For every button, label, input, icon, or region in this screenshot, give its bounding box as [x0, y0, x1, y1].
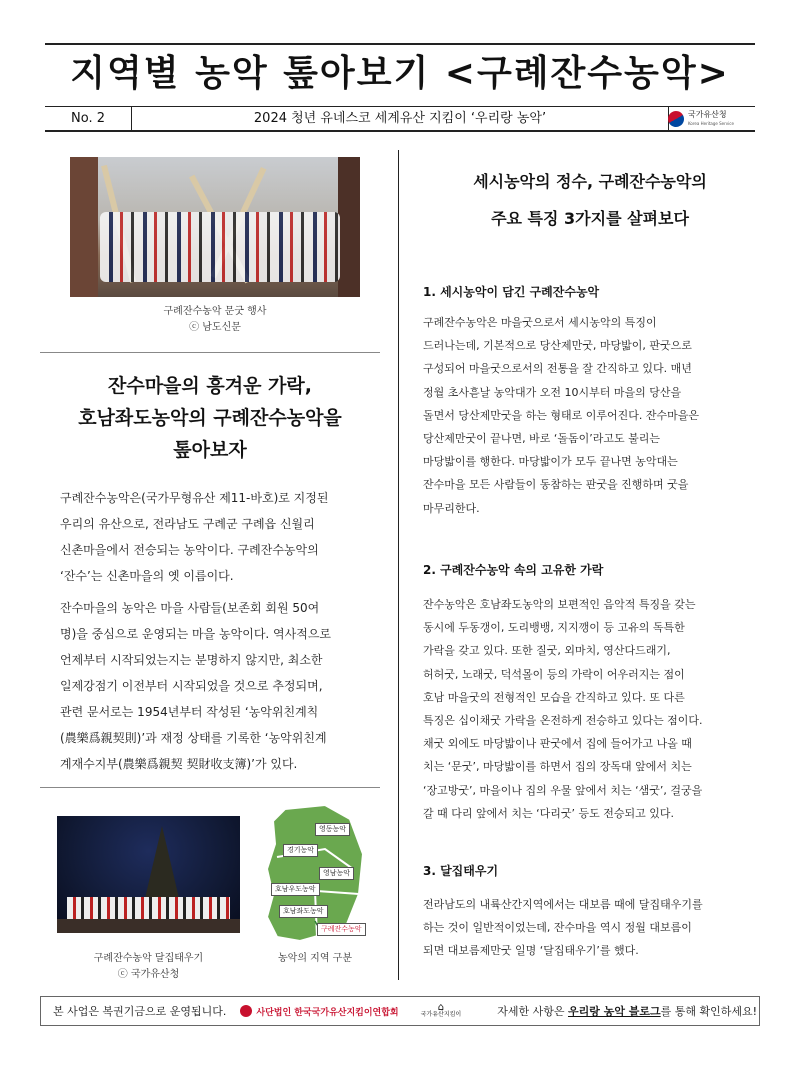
- right-headline: [400, 163, 780, 237]
- map-label-gyeonggi: 경기농악: [283, 844, 318, 857]
- daljip-burning-photo: [57, 816, 240, 933]
- funding-note: 본 사업은 복권기금으로 운영됩니다.: [53, 1005, 227, 1018]
- text-line: 일제강점기 이전부터 시작되었을 것으로 추정되며,: [60, 679, 323, 693]
- text-line: 채굿 외에도 마당밟이나 판굿에서 집에 들어가고 나올 때: [423, 737, 692, 751]
- section-2-title: 2. 구례잔수농악 속의 고유한 가락: [423, 563, 604, 577]
- blog-note-prefix: 자세한 사항은: [497, 1005, 565, 1018]
- text-line: 신촌마을에서 전승되는 농악이다. 구례잔수농악의: [60, 543, 319, 557]
- photo1-caption: 구례잔수농악 문굿 행사: [163, 306, 267, 317]
- text-line: 돌면서 당산제만굿을 하는 형태로 이루어진다. 잔수마을은: [423, 408, 700, 422]
- section-3-body: [423, 893, 768, 963]
- left-headline: [40, 370, 380, 466]
- photo2-caption: 구례잔수농악 달집태우기: [93, 953, 204, 964]
- text-line: 마무리한다.: [423, 501, 480, 515]
- section-2-body: [423, 593, 768, 825]
- page-footer: [40, 996, 760, 1026]
- section-1-body: [423, 311, 768, 520]
- header-rule-bottom: [45, 130, 755, 132]
- left-rule-1: [40, 352, 380, 353]
- blog-link[interactable]: 우리랑 농악 블로그: [567, 1005, 661, 1018]
- association-logo: [240, 1005, 398, 1018]
- right-headline-line: 주요 특징 3가지를 살펴보다: [491, 209, 689, 228]
- taeguk-icon: [665, 108, 687, 130]
- mungut-event-photo: [70, 157, 360, 297]
- intro-paragraph: [60, 485, 380, 589]
- map-label-gurye-jansu: 구례잔수농악: [317, 923, 366, 936]
- logo-sub: Korea Heritage Service: [688, 120, 734, 126]
- guardian-name: 국가유산지킴이: [420, 1011, 462, 1018]
- left-rule-2: [40, 787, 380, 788]
- left-headline-line: 잔수마을의 흥겨운 가락,: [108, 375, 312, 397]
- text-line: 동시에 두동갱이, 도리뱅뱅, 지지깽이 등 고유의 독특한: [423, 621, 685, 635]
- left-headline-line: 톺아보자: [173, 439, 247, 461]
- issue-number: No. 2: [71, 111, 105, 126]
- text-line: 호남 마을굿의 전형적인 모습을 간직하고 있다. 또 다른: [423, 690, 685, 704]
- right-headline-line: 세시농악의 정수, 구례잔수농악의: [473, 172, 707, 191]
- map-label-honam-jwado: 호남좌도농악: [279, 905, 328, 918]
- photo2-credit: ⓒ 국가유산청: [117, 969, 180, 980]
- text-line: 정월 초사흗날 농악대가 오전 10시부터 마을의 당산을: [423, 385, 682, 399]
- text-line: 당산제만굿이 끝나면, 바로 ‘돌돔이’라고도 불리는: [423, 432, 660, 446]
- text-line: 잔수농악은 호남좌도농악의 보편적인 음악적 특징을 갖는: [423, 598, 696, 611]
- association-emblem-icon: [240, 1005, 252, 1017]
- page-title: 지역별 농악 톺아보기 <구례잔수농악>: [70, 53, 730, 94]
- text-line: 되면 대보름제만굿 일명 ‘달집태우기’를 했다.: [423, 944, 639, 958]
- column-divider: [398, 150, 399, 980]
- text-line: 치는 ‘문굿’, 마당밟이를 하면서 집의 장독대 앞에서 치는: [423, 760, 692, 774]
- text-line: 구례잔수농악은 마을굿으로서 세시농악의 특징이: [423, 316, 657, 329]
- text-line: 잔수마을 모든 사람들이 동참하는 판굿을 진행하며 굿을: [423, 478, 689, 492]
- map-label-yeongnam: 영남농악: [319, 867, 354, 880]
- heritage-logo: [668, 108, 754, 129]
- text-line: 언제부터 시작되었는지는 분명하지 않지만, 최소한: [60, 653, 323, 667]
- text-line: 특징은 십이채굿 가락을 온전하게 전승하고 있다는 점이다.: [423, 714, 703, 728]
- section-1-title: 1. 세시농악이 담긴 구례잔수농악: [423, 285, 600, 299]
- text-line: 명)을 중심으로 운영되는 마을 농악이다. 역사적으로: [60, 627, 332, 641]
- text-line: 잔수마을의 농악은 마을 사람들(보존회 회원 50여: [60, 601, 320, 615]
- section-3-title: 3. 달집태우기: [423, 864, 499, 878]
- text-line: 가락을 갖고 있다. 또한 질굿, 외마치, 영산다드래기,: [423, 644, 671, 658]
- text-line: 전라남도의 내륙산간지역에서는 대보름 때에 달집태우기를: [423, 898, 703, 911]
- text-line: ‘장고방굿’, 마을이나 집의 우물 앞에서 치는 ‘샘굿’, 걸궁을: [423, 783, 703, 797]
- nongak-region-map: [255, 799, 375, 949]
- guardian-logo: [421, 1004, 462, 1018]
- text-line: ‘잔수’는 신촌마을의 옛 이름이다.: [60, 569, 234, 583]
- text-line: 계재수지부(農樂爲親契 契財收支簿)’가 있다.: [60, 757, 298, 771]
- left-headline-line: 호남좌도농악의 구례잔수농악을: [78, 407, 342, 429]
- issue-subtitle: 2024 청년 유네스코 세계유산 지킴이 ‘우리랑 농악’: [253, 111, 547, 126]
- text-line: 우리의 유산으로, 전라남도 구례군 구례읍 신월리: [60, 517, 315, 531]
- association-name: 사단법인 한국국가유산지킴이연합회: [256, 1007, 399, 1018]
- text-line: 허허굿, 노래굿, 덕석몰이 등의 가락이 어우러지는 점이: [423, 667, 685, 681]
- text-line: 구성되어 마을굿으로서의 전통을 잘 간직하고 있다. 매년: [423, 362, 692, 376]
- blog-note: [497, 1003, 757, 1019]
- map-label-honam-udo: 호남우도농악: [271, 883, 320, 896]
- history-paragraph: [60, 595, 380, 777]
- text-line: (農樂爲親契則)’과 재정 상태를 기록한 ‘농악위친계: [60, 731, 327, 745]
- map-caption: 농악의 지역 구분: [278, 953, 352, 964]
- map-label-yeongdong: 영동농악: [315, 823, 350, 836]
- photo1-credit: ⓒ 남도신문: [189, 322, 241, 333]
- text-line: 관련 문서로는 1954년부터 작성된 ‘농악위친계칙: [60, 705, 319, 719]
- text-line: 마당밟이를 행한다. 마당밟이가 모두 끝나면 농악대는: [423, 455, 678, 469]
- guardian-emblem-icon: ⌂: [437, 1002, 445, 1013]
- text-line: 갈 때 다리 앞에서 치는 ‘다리굿’ 등도 전승되고 있다.: [423, 806, 674, 820]
- blog-note-suffix: 를 통해 확인하세요!: [660, 1005, 758, 1018]
- logo-name: 국가유산청: [688, 109, 727, 119]
- text-line: 하는 것이 일반적이었는데, 잔수마을 역시 정월 대보름이: [423, 921, 692, 935]
- text-line: 드러나는데, 기본적으로 당산제만굿, 마당밟이, 판굿으로: [423, 339, 692, 353]
- text-line: 구례잔수농악은(국가무형유산 제11-바호)로 지정된: [60, 491, 329, 505]
